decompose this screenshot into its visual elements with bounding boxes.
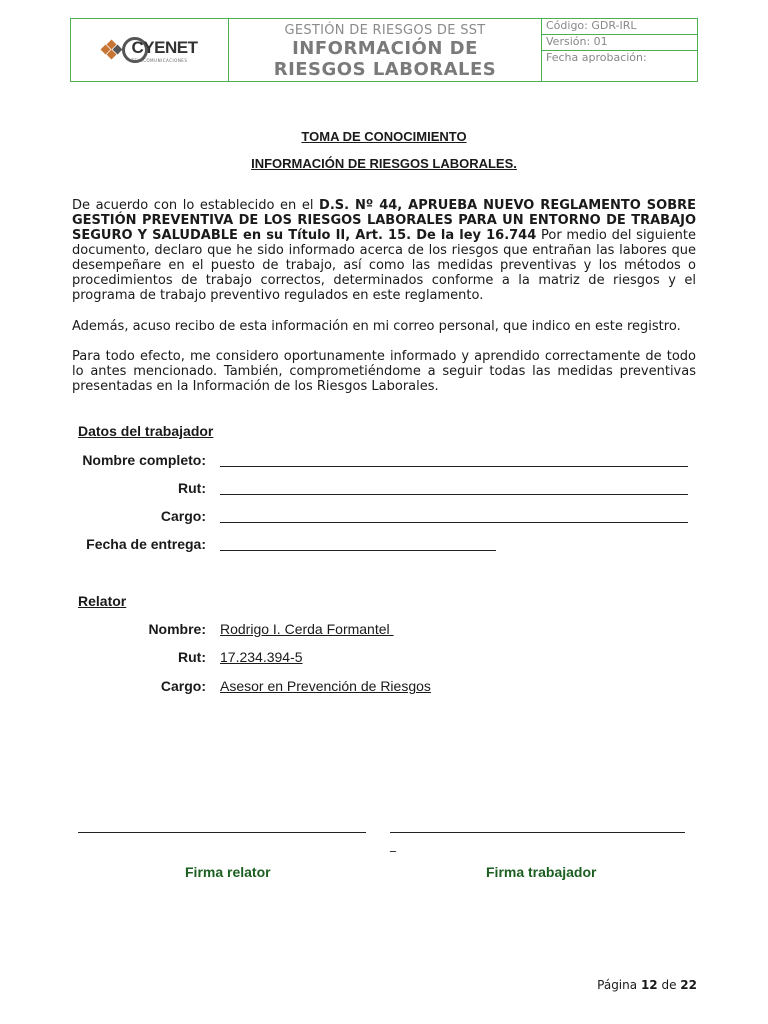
firma-trabajador-trailing-mark: _ bbox=[390, 838, 396, 852]
page-label: Página bbox=[597, 978, 638, 992]
version-field: Versión: 01 bbox=[542, 35, 697, 51]
paragraph-1-intro: De acuerdo con lo establecido en el bbox=[72, 198, 320, 213]
paragraph-1 bbox=[72, 198, 696, 303]
page-de: de bbox=[661, 978, 677, 992]
relator-heading: Relator bbox=[78, 593, 127, 609]
fecha-entrega-label: Fecha de entrega: bbox=[86, 536, 206, 552]
nombre-completo-field[interactable] bbox=[220, 466, 688, 467]
relator-rut-label: Rut: bbox=[178, 649, 206, 665]
fecha-aprobacion-field: Fecha aprobación: bbox=[546, 51, 647, 64]
header-title-line2: RIESGOS LABORALES bbox=[273, 59, 497, 80]
current-page: 12 bbox=[640, 978, 658, 992]
relator-rut-value: 17.234.394-5 bbox=[220, 649, 303, 665]
logo-cell bbox=[71, 19, 229, 81]
cargo-label: Cargo: bbox=[160, 508, 206, 524]
firma-relator-line[interactable] bbox=[78, 832, 366, 833]
company-logo bbox=[102, 37, 198, 63]
document-header bbox=[70, 18, 698, 82]
relator-nombre-label: Nombre: bbox=[148, 621, 206, 637]
paragraph-2: Además, acuso recibo de esta información en mi correo personal, que indico en este registro. bbox=[72, 319, 681, 334]
header-subtitle: GESTIÓN DE RIESGOS DE SST bbox=[284, 23, 486, 38]
paragraph-3: Para todo efecto, me considero oportunamente informado y aprendido correctamente de todo lo antes mencionado. También, comprometiéndome a seguir todas las medidas preventivas presentadas en la Información de los Riesgos Laborales. bbox=[72, 349, 696, 394]
doc-subtitle: INFORMACIÓN DE RIESGOS LABORALES. bbox=[251, 156, 517, 171]
header-meta-cell bbox=[542, 19, 697, 81]
page-number bbox=[597, 978, 697, 992]
codigo-field: Código: GDR-IRL bbox=[542, 19, 697, 35]
header-title-line1: INFORMACIÓN DE bbox=[292, 38, 478, 59]
paragraph-1-rest: Por medio del siguiente documento, declaro que he sido informado acerca de los riesgos que entrañan las labores que desempeñare en el puesto de trabajo, así como las medidas preventivas y los métodos o procedimientos de trabajo correctos, determinados conforme a la matriz de riesgos y el programa de trabajo preventivo regulados en este reglamento. bbox=[72, 228, 696, 303]
firma-relator-label: Firma relator bbox=[185, 864, 271, 880]
trabajador-heading: Datos del trabajador bbox=[78, 423, 214, 439]
total-pages: 22 bbox=[680, 978, 697, 992]
rut-label: Rut: bbox=[178, 480, 206, 496]
header-title-cell bbox=[229, 19, 542, 81]
nombre-completo-label: Nombre completo: bbox=[82, 452, 206, 468]
fecha-entrega-field[interactable] bbox=[220, 550, 496, 551]
logo-tagline: TELECOMUNICACIONES bbox=[131, 57, 188, 63]
firma-trabajador-line[interactable] bbox=[390, 832, 685, 833]
cargo-field[interactable] bbox=[220, 522, 688, 523]
rut-field[interactable] bbox=[220, 494, 688, 495]
logo-mark-icon bbox=[102, 41, 120, 59]
logo-text: CYENET bbox=[131, 37, 198, 57]
paragraph-1-bold: D.S. Nº 44, APRUEBA NUEVO REGLAMENTO SOBRE GESTIÓN PREVENTIVA DE LOS RIESGOS LABORALES PARA UN ENTORNO DE TRABAJO SEGURO Y SALUDABLE en su Título II, Art. 15. De la ley 16.744 bbox=[72, 198, 696, 243]
doc-title: TOMA DE CONOCIMIENTO bbox=[301, 129, 467, 144]
relator-cargo-label: Cargo: bbox=[160, 678, 206, 694]
firma-trabajador-label: Firma trabajador bbox=[486, 864, 597, 880]
relator-cargo-value: Asesor en Prevención de Riesgos bbox=[220, 678, 431, 694]
relator-nombre-value: Rodrigo I. Cerda Formantel bbox=[220, 621, 394, 637]
